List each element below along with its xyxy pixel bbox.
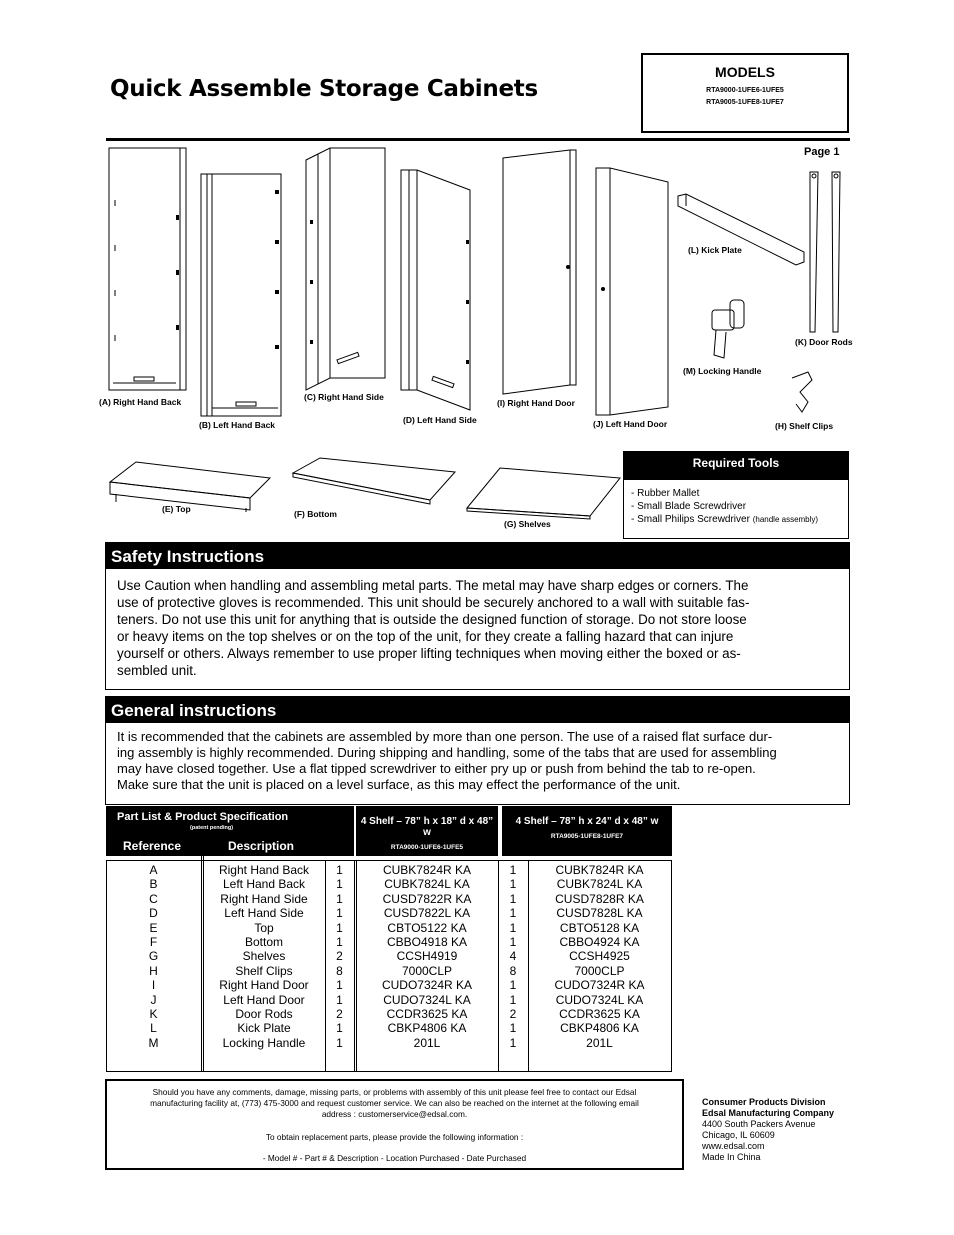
patent-note: (patent pending) bbox=[190, 825, 234, 831]
street: 4400 South Packers Avenue bbox=[702, 1119, 816, 1129]
part-label-h: (H) Shelf Clips bbox=[775, 421, 834, 431]
safety-heading: Safety Instructions bbox=[106, 543, 849, 569]
part-number-cell: CBTO5128 KA bbox=[559, 920, 640, 935]
shelves-drawing bbox=[467, 468, 620, 519]
reference-cell: E bbox=[149, 920, 158, 935]
parts-table-title: Part List & Product Specification bbox=[117, 811, 289, 823]
door-rods-drawing bbox=[810, 172, 840, 332]
general-line: ing assembly is highly recommended. During shipping and handling, some of the tabs that are used for assembling bbox=[117, 745, 777, 760]
quantity-cell: 8 bbox=[336, 963, 343, 978]
origin: Made In China bbox=[702, 1152, 761, 1162]
part-label-j: (J) Left Hand Door bbox=[593, 419, 668, 429]
quantity-cell: 2 bbox=[336, 949, 343, 964]
tool-item-text: - Small Philips Screwdriver bbox=[631, 514, 750, 525]
model-number-2: RTA9005-1UFE8-1UFE7 bbox=[706, 99, 784, 106]
spec-header-2 bbox=[502, 806, 672, 856]
company-address bbox=[702, 1097, 834, 1163]
part-number-cell: CCDR3625 KA bbox=[386, 1007, 468, 1021]
bottom-drawing bbox=[293, 458, 455, 504]
spec-1: 4 Shelf – 78” h x 18” d x 48” w bbox=[360, 816, 494, 838]
part-label-f: (F) Bottom bbox=[294, 509, 337, 519]
footer-line: - Model # - Part # & Description - Location Purchased - Date Purchased bbox=[262, 1153, 527, 1163]
part-number-cell: CUBK7824R KA bbox=[382, 863, 472, 877]
reference-cell: D bbox=[149, 906, 158, 921]
safety-section bbox=[105, 542, 850, 690]
spec-header-1 bbox=[356, 806, 498, 856]
part-label-b: (B) Left Hand Back bbox=[199, 420, 276, 430]
reference-cell: J bbox=[150, 992, 157, 1007]
part-number-cell: CUSD7822L KA bbox=[383, 906, 471, 921]
description-cell: Right Hand Back bbox=[218, 863, 310, 877]
quantity-cell: 2 bbox=[509, 1007, 517, 1021]
description-cell: Left Hand Door bbox=[223, 992, 305, 1007]
table-rule bbox=[106, 860, 672, 861]
description-cell: Kick Plate bbox=[237, 1021, 291, 1036]
general-line: It is recommended that the cabinets are assembled by more than one person. The use of a raised flat surface dur- bbox=[117, 729, 773, 744]
quantity-cell: 1 bbox=[509, 891, 517, 906]
required-tools-heading: Required Tools bbox=[624, 452, 848, 480]
right-hand-door-drawing bbox=[503, 150, 576, 394]
contact-footer bbox=[105, 1079, 684, 1170]
description-cell: Door Rods bbox=[235, 1007, 293, 1021]
safety-body bbox=[106, 569, 849, 679]
tool-item: - Rubber Mallet bbox=[631, 488, 700, 499]
right-hand-side-drawing bbox=[306, 148, 385, 390]
reference-cell: F bbox=[149, 935, 158, 949]
part-number-cell: CUSD7828R KA bbox=[555, 891, 644, 906]
quantity-cell: 1 bbox=[509, 935, 517, 949]
footer-line: manufacturing facility at, (773) 475-3000 and request customer service. We can also be reached on the internet at the following email bbox=[150, 1098, 639, 1108]
website: www.edsal.com bbox=[702, 1141, 765, 1151]
part-number-cell: CUBK7824L KA bbox=[384, 877, 470, 892]
part-label-d: (D) Left Hand Side bbox=[403, 415, 477, 425]
quantity-cell: 1 bbox=[336, 1035, 343, 1050]
table-rule bbox=[671, 860, 672, 1072]
description-cell: Bottom bbox=[244, 935, 283, 949]
quantity-cell: 1 bbox=[336, 877, 343, 892]
quantity-cell: 1 bbox=[336, 935, 343, 949]
left-hand-side-drawing bbox=[401, 170, 470, 410]
safety-line: Use Caution when handling and assembling metal parts. The metal may have sharp edges or corners. The bbox=[117, 578, 749, 593]
reference-cell: A bbox=[149, 863, 158, 877]
description-cell: Locking Handle bbox=[222, 1035, 306, 1050]
part-label-i: (I) Right Hand Door bbox=[497, 398, 575, 408]
safety-line: teners. Do not use this unit for anything that is outside the designed function of storage. Do not store loose bbox=[117, 612, 747, 627]
description-cell: Shelves bbox=[242, 949, 286, 964]
company-name: Edsal Manufacturing Company bbox=[702, 1108, 835, 1118]
quantity-cell: 1 bbox=[509, 1021, 517, 1036]
part-number-cell: CBKP4806 KA bbox=[560, 1021, 639, 1036]
left-hand-door-drawing bbox=[596, 168, 668, 415]
part-number-cell: CBTO5122 KA bbox=[387, 920, 467, 935]
part-number-cell: CUSD7822R KA bbox=[382, 891, 472, 906]
left-hand-back-drawing bbox=[201, 174, 281, 416]
quantity-cell: 1 bbox=[509, 978, 517, 993]
description-cell: Right Hand Side bbox=[220, 891, 308, 906]
quantity-cell: 1 bbox=[336, 920, 343, 935]
reference-cell: G bbox=[148, 949, 159, 964]
part-number-cell: CUBK7824R KA bbox=[555, 863, 644, 877]
quantity-cell: 8 bbox=[509, 963, 517, 978]
part-number-cell: CCSH4925 bbox=[569, 949, 630, 964]
part-number-cell: CBBO4924 KA bbox=[559, 935, 640, 949]
reference-cell: H bbox=[149, 963, 158, 978]
quantity-cell: 1 bbox=[509, 877, 517, 892]
general-body bbox=[106, 723, 849, 793]
description-cell: Left Hand Back bbox=[222, 877, 306, 892]
quantity-cell: 1 bbox=[336, 1021, 343, 1036]
quantity-cell: 1 bbox=[336, 992, 343, 1007]
part-label-g: (G) Shelves bbox=[504, 519, 551, 529]
city: Chicago, IL 60609 bbox=[702, 1130, 775, 1140]
part-label-c: (C) Right Hand Side bbox=[304, 392, 384, 402]
reference-cell: B bbox=[149, 877, 158, 892]
column-description: Description bbox=[228, 839, 295, 853]
part-label-l: (L) Kick Plate bbox=[688, 245, 742, 255]
part-label-m: (M) Locking Handle bbox=[683, 366, 762, 376]
tool-note: (handle assembly) bbox=[752, 515, 819, 524]
models-heading: MODELS bbox=[715, 64, 775, 80]
table-rule bbox=[106, 1071, 672, 1072]
shelf-clips-drawing bbox=[792, 372, 812, 412]
part-number-cell: CUDO7324R KA bbox=[554, 978, 645, 993]
part-number-cell: 201L bbox=[586, 1035, 613, 1050]
quantity-cell: 1 bbox=[509, 992, 517, 1007]
part-number-cell: 7000CLP bbox=[401, 963, 453, 978]
reference-cell: C bbox=[149, 891, 158, 906]
general-line: Make sure that the unit is placed on a level surface, as this may effect the performance of the unit. bbox=[117, 777, 681, 792]
table-rule bbox=[201, 836, 202, 1072]
quantity-cell: 1 bbox=[336, 906, 343, 921]
quantity-cell: 1 bbox=[509, 920, 517, 935]
part-number-cell: 7000CLP bbox=[574, 963, 625, 978]
part-label-a: (A) Right Hand Back bbox=[99, 397, 182, 407]
column-reference: Reference bbox=[123, 839, 182, 853]
safety-line: use of protective gloves is recommended. This unit should be securely anchored to a wall with suitable fas- bbox=[117, 595, 750, 610]
spec-1-model: RTA9000-1UFE6-1UFE5 bbox=[390, 844, 464, 851]
tool-item bbox=[631, 513, 818, 526]
page-title: Quick Assemble Storage Cabinets bbox=[110, 76, 538, 102]
part-number-cell: CCDR3625 KA bbox=[559, 1007, 640, 1021]
part-number-cell: CBBO4918 KA bbox=[386, 935, 468, 949]
reference-cell: K bbox=[149, 1007, 158, 1021]
footer-line: Should you have any comments, damage, missing parts, or problems with assembly of this unit please feel free to contact our Edsal bbox=[152, 1087, 637, 1097]
reference-cell: M bbox=[148, 1035, 159, 1050]
quantity-cell: 1 bbox=[509, 906, 517, 921]
footer-line: address : customerservice@edsal.com. bbox=[321, 1109, 468, 1119]
part-number-cell: CBKP4806 KA bbox=[387, 1021, 467, 1036]
description-cell: Right Hand Door bbox=[219, 978, 309, 993]
part-number-cell: CUBK7824L KA bbox=[556, 877, 643, 892]
quantity-cell: 2 bbox=[336, 1007, 343, 1021]
reference-cell: L bbox=[150, 1021, 157, 1036]
part-number-cell: CCSH4919 bbox=[396, 949, 458, 964]
safety-line: sembled unit. bbox=[117, 663, 197, 678]
quantity-cell: 1 bbox=[509, 1035, 517, 1050]
quantity-cell: 4 bbox=[509, 949, 517, 964]
safety-line: yourself or others. Always remember to use proper lifting techniques when moving either the boxed or as- bbox=[117, 646, 741, 661]
part-number-cell: CUDO7324L KA bbox=[383, 992, 471, 1007]
spec-2-model: RTA9005-1UFE8-1UFE7 bbox=[550, 833, 624, 840]
division: Consumer Products Division bbox=[702, 1097, 826, 1107]
reference-cell: I bbox=[151, 978, 156, 993]
part-label-k: (K) Door Rods bbox=[795, 337, 853, 347]
spec-2: 4 Shelf – 78” h x 24” d x 48” w bbox=[515, 816, 659, 827]
general-line: may have closed together. Use a flat tipped screwdriver to either pry up or push from behind the tab to re-open. bbox=[117, 761, 756, 776]
required-tools-list bbox=[631, 487, 818, 526]
tool-item: - Small Blade Screwdriver bbox=[631, 501, 747, 512]
description-cell: Top bbox=[254, 920, 274, 935]
part-number-cell: 201L bbox=[413, 1035, 441, 1050]
quantity-cell: 1 bbox=[336, 978, 343, 993]
locking-handle-drawing bbox=[712, 300, 744, 358]
part-number-cell: CUDO7324R KA bbox=[381, 978, 473, 993]
table-rule bbox=[354, 860, 355, 1072]
description-cell: Shelf Clips bbox=[235, 963, 293, 978]
safety-line: or heavy items on the top shelves or on the top of the unit, for they create a falling hazard that can injure bbox=[117, 629, 734, 644]
quantity-cell: 1 bbox=[336, 891, 343, 906]
quantity-cell: 1 bbox=[509, 863, 517, 877]
page-number: Page 1 bbox=[804, 146, 840, 158]
description-cell: Left Hand Side bbox=[224, 906, 304, 921]
footer-line: To obtain replacement parts, please provide the following information : bbox=[265, 1132, 524, 1142]
part-number-cell: CUDO7324L KA bbox=[555, 992, 644, 1007]
part-number-cell: CUSD7828L KA bbox=[556, 906, 643, 921]
parts-table-header bbox=[106, 806, 354, 856]
general-section bbox=[105, 696, 850, 805]
part-label-e: (E) Top bbox=[162, 504, 191, 514]
general-heading: General instructions bbox=[106, 697, 849, 723]
right-hand-back-drawing bbox=[109, 148, 186, 390]
quantity-cell: 1 bbox=[336, 863, 343, 877]
model-number-1: RTA9000-1UFE6-1UFE5 bbox=[706, 87, 784, 94]
